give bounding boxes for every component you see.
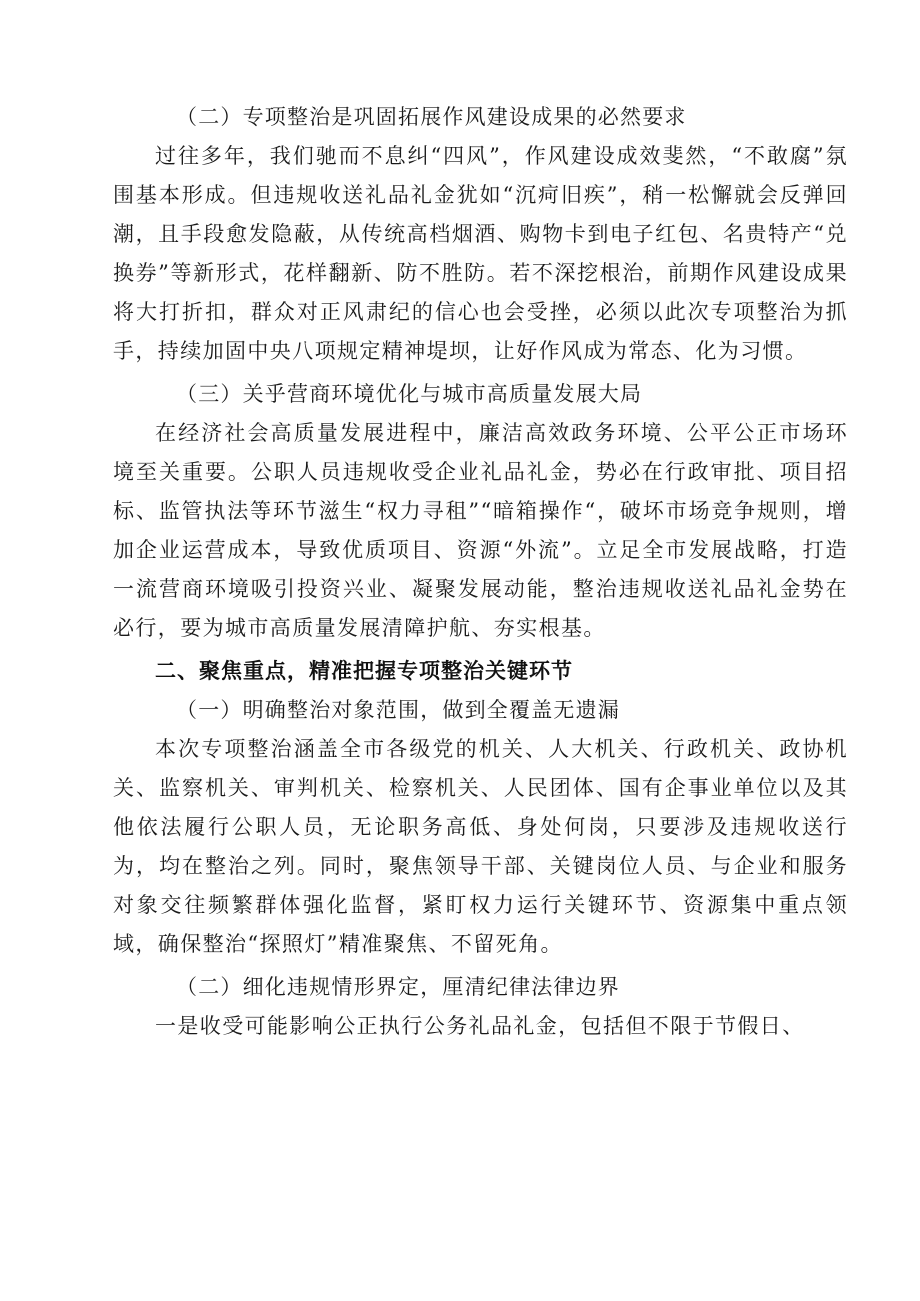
paragraph-work-style: 过往多年，我们驰而不息纠“四风”，作风建设成效斐然，“不敢腐”氛围基本形成。但违规收送礼品礼金犹如“沉疴旧疾”，稍一松懈就会反弹回潮，且手段愈发隐蔽，从传统高档烟酒、购物卡到电子红包、名贵特产“兑换券”等新形式，花样翻新、防不胜防。若不深挖根治，前期作风建设成果将大打折扣，群众对正风肃纪的信心也会受挫，必须以此次专项整治为抓手，持续加固中央八项规定精神堤坝，让好作风成为常态、化为习惯。: [113, 144, 848, 363]
section-heading-2: 二、聚焦重点，精准把握专项整治关键环节: [155, 659, 573, 683]
sub-heading-3: （三）关乎营商环境优化与城市高质量发展大局: [176, 382, 643, 406]
document-body: [113, 98, 848, 1046]
paragraph-violations: 一是收受可能影响公正执行公务礼品礼金，包括但不限于节假日、: [155, 1014, 805, 1038]
sub-heading-1-scope: （一）明确整治对象范围，做到全覆盖无遗漏: [176, 698, 620, 722]
paragraph-scope: 本次专项整治涵盖全市各级党的机关、人大机关、行政机关、政协机关、监察机关、审判机关、检察机关、人民团体、国有企事业单位以及其他依法履行公职人员，无论职务高低、身处何岗，只要涉及违规收送行为，均在整治之列。同时，聚焦领导干部、关键岗位人员、与企业和服务对象交往频繁群体强化监督，紧盯权力运行关键环节、资源集中重点领域，确保整治“探照灯”精准聚焦、不留死角。: [113, 737, 848, 956]
paragraph-business-environment: 在经济社会高质量发展进程中，廉洁高效政务环境、公平公正市场环境至关重要。公职人员违规收受企业礼品礼金，势必在行政审批、项目招标、监管执法等环节滋生“权力寻租”“暗箱操作“，破坏市场竞争规则，增加企业运营成本，导致优质项目、资源“外流”。立足全市发展战略，打造一流营商环境吸引投资兴业、凝聚发展动能，整治违规收送礼品礼金势在必行，要为城市高质量发展清障护航、夯实根基。: [113, 421, 848, 640]
sub-heading-2-violations: （二）细化违规情形界定，厘清纪律法律边界: [176, 975, 620, 999]
sub-heading-2: （二）专项整治是巩固拓展作风建设成果的必然要求: [176, 105, 687, 129]
